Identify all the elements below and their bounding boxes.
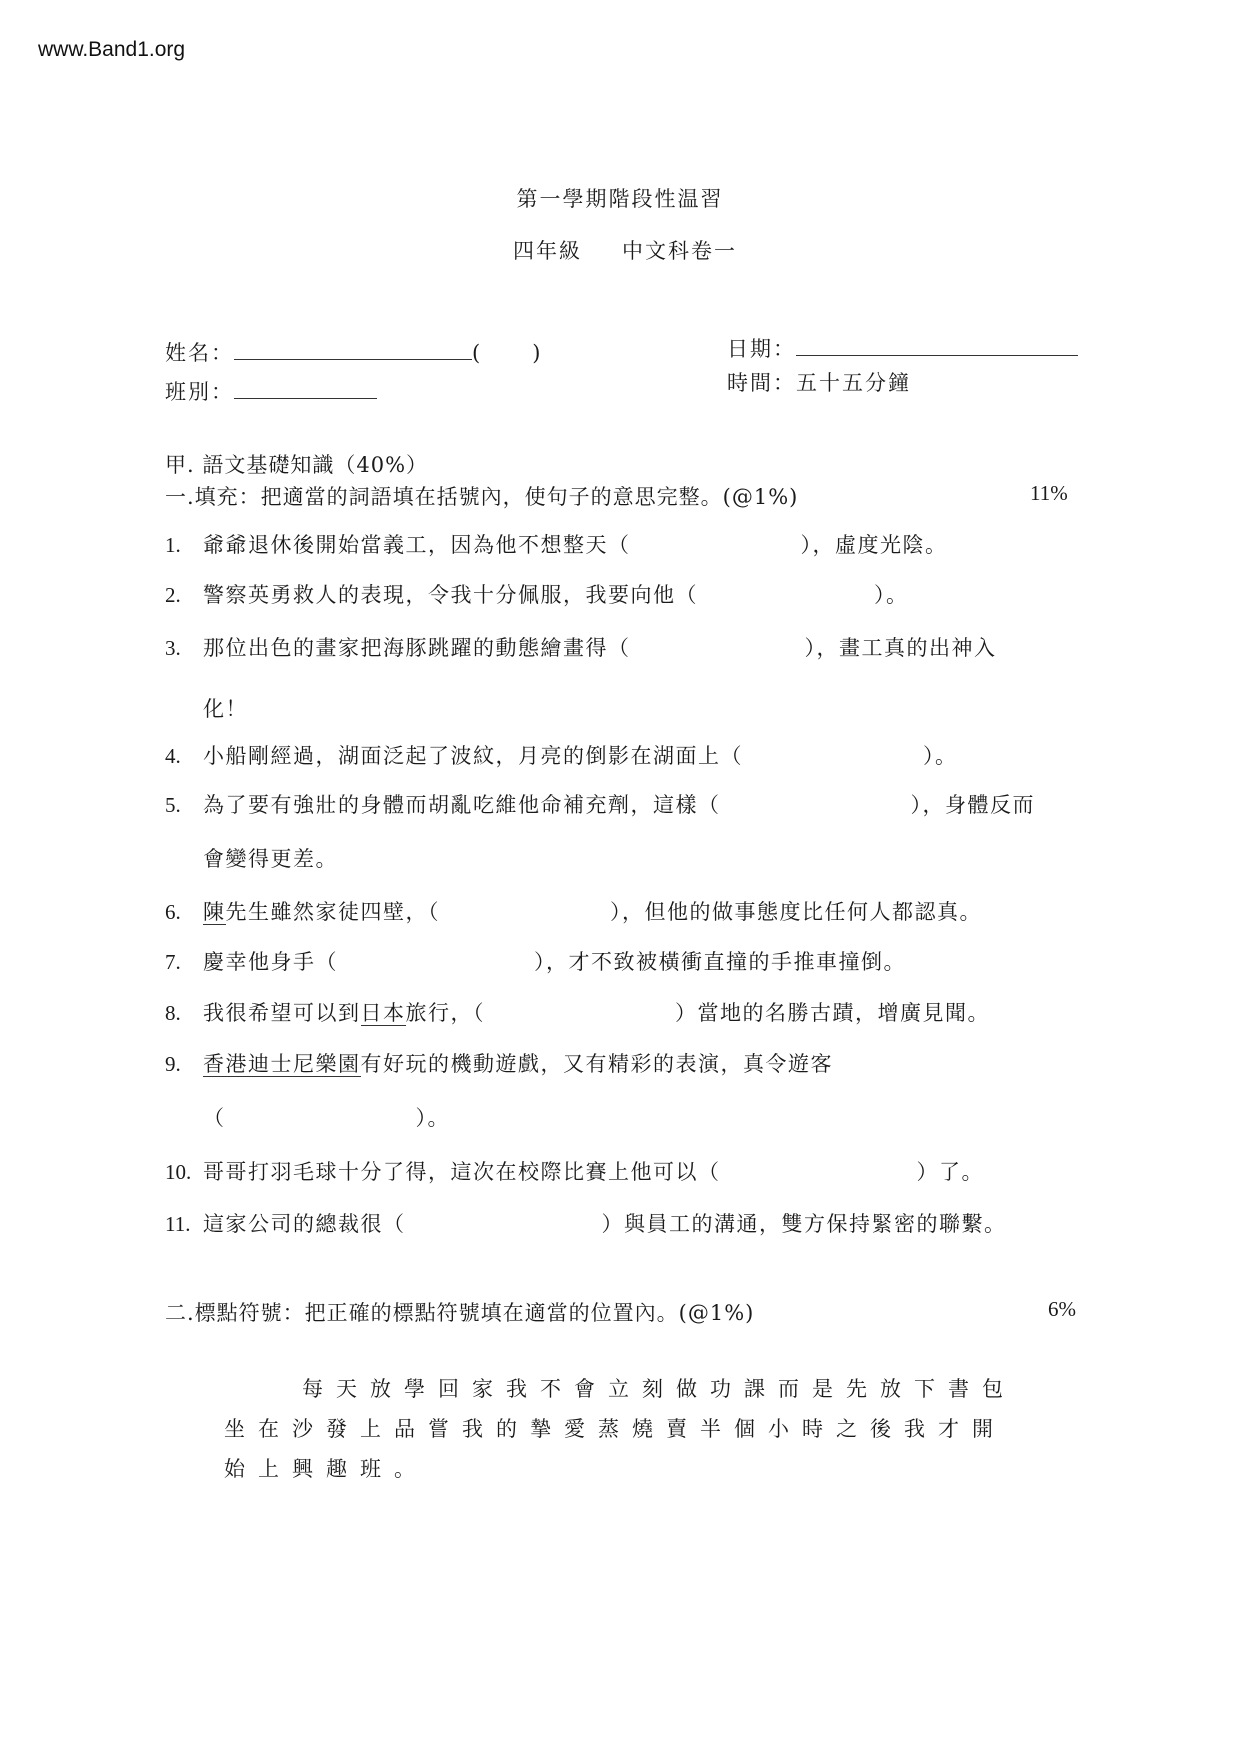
question-text: ）。 bbox=[874, 583, 909, 607]
question-10 bbox=[165, 1156, 984, 1186]
part1-score: 11% bbox=[1030, 481, 1068, 505]
question-text: ），虛度光陰。 bbox=[800, 533, 948, 557]
question-11 bbox=[165, 1208, 1007, 1238]
section-a-heading: 甲. 語文基礎知識（40%） bbox=[165, 453, 429, 477]
class-label: 班別： bbox=[165, 380, 234, 404]
question-text: 警察英勇救人的表現，令我十分佩服，我要向他（ bbox=[203, 583, 698, 607]
grade-label: 四年級 bbox=[513, 239, 582, 263]
question-number: 1. bbox=[165, 533, 181, 557]
question-text: ），才不致被橫衝直撞的手推車撞倒。 bbox=[534, 950, 906, 974]
question-6 bbox=[165, 896, 982, 926]
seat-paren-close: ) bbox=[532, 341, 543, 365]
question-text: 旅行，（ bbox=[405, 1001, 485, 1025]
question-9-cont bbox=[203, 1102, 450, 1132]
question-number: 6. bbox=[165, 900, 181, 924]
question-number: 4. bbox=[165, 744, 181, 768]
date-blank[interactable] bbox=[796, 349, 1078, 356]
question-text: ）與員工的溝通，雙方保持緊密的聯繫。 bbox=[601, 1212, 1007, 1236]
subject-label: 中文科卷一 bbox=[622, 239, 737, 263]
question-text: 有好玩的機動遊戲，又有精彩的表演，真令遊客 bbox=[360, 1052, 833, 1076]
question-number: 2. bbox=[165, 583, 181, 607]
site-watermark[interactable]: www.Band1.org bbox=[38, 38, 186, 61]
passage-line-1: 每天放學回家我不會立刻做功課而是先放下書包 bbox=[302, 1377, 1016, 1401]
name-blank[interactable] bbox=[234, 353, 472, 360]
question-7 bbox=[165, 946, 906, 976]
passage-line-3: 始上興趣班。 bbox=[224, 1457, 428, 1481]
exam-subtitle bbox=[0, 235, 1240, 265]
passage-line-2: 坐在沙發上品嘗我的摯愛蒸燒賣半個小時之後我才開 bbox=[224, 1417, 1006, 1441]
question-number: 5. bbox=[165, 793, 181, 817]
question-text: ）。 bbox=[415, 1106, 450, 1130]
seat-paren-open: ( bbox=[472, 341, 483, 365]
question-text: （ bbox=[203, 1106, 226, 1130]
question-text: 這家公司的總裁很（ bbox=[203, 1212, 406, 1236]
question-text: 小船剛經過，湖面泛起了波紋，月亮的倒影在湖面上（ bbox=[203, 744, 743, 768]
date-label: 日期： bbox=[727, 337, 796, 361]
question-text: ）當地的名勝古蹟，增廣見聞。 bbox=[675, 1001, 990, 1025]
question-number: 11. bbox=[165, 1212, 191, 1236]
name-field[interactable] bbox=[165, 337, 542, 367]
question-3 bbox=[165, 632, 997, 662]
time-label: 時間： bbox=[727, 371, 796, 395]
question-text: 先生雖然家徒四壁，（ bbox=[225, 900, 440, 924]
question-text: 那位出色的畫家把海豚跳躍的動態繪畫得（ bbox=[203, 636, 631, 660]
proper-noun: 陳 bbox=[203, 900, 226, 924]
exam-title: 第一學期階段性温習 bbox=[516, 187, 724, 211]
question-text: 我很希望可以到 bbox=[203, 1001, 361, 1025]
question-9 bbox=[165, 1048, 833, 1078]
question-text: 為了要有強壯的身體而胡亂吃維他命補充劑，這樣（ bbox=[203, 793, 721, 817]
time-value: 五十五分鐘 bbox=[796, 371, 911, 395]
question-2 bbox=[165, 579, 909, 609]
time-field bbox=[727, 367, 911, 397]
question-5 bbox=[165, 789, 1035, 819]
question-number: 9. bbox=[165, 1052, 181, 1076]
part2-title: 二.標點符號：把正確的標點符號填在適當的位置內。(@1%) bbox=[165, 1301, 755, 1325]
proper-noun: 日本 bbox=[360, 1001, 406, 1025]
question-3-cont: 化！ bbox=[203, 697, 248, 721]
question-text: ），身體反而 bbox=[910, 793, 1035, 817]
question-1 bbox=[165, 529, 948, 559]
question-number: 7. bbox=[165, 950, 181, 974]
question-number: 8. bbox=[165, 1001, 181, 1025]
part2-score: 6% bbox=[1048, 1297, 1076, 1321]
question-number: 3. bbox=[165, 636, 181, 660]
question-8 bbox=[165, 997, 990, 1027]
question-text: ），畫工真的出神入 bbox=[804, 636, 997, 660]
question-number: 10. bbox=[165, 1160, 192, 1184]
question-text: 慶幸他身手（ bbox=[203, 950, 338, 974]
proper-noun: 香港迪士尼樂園 bbox=[203, 1052, 361, 1076]
name-label: 姓名： bbox=[165, 341, 234, 365]
question-text: ）。 bbox=[923, 744, 958, 768]
question-4 bbox=[165, 740, 958, 770]
question-text: ）了。 bbox=[916, 1160, 984, 1184]
question-text: 爺爺退休後開始當義工，因為他不想整天（ bbox=[203, 533, 631, 557]
class-blank[interactable] bbox=[234, 392, 377, 399]
question-5-cont: 會變得更差。 bbox=[203, 847, 338, 871]
question-text: 哥哥打羽毛球十分了得，這次在校際比賽上他可以（ bbox=[203, 1160, 721, 1184]
part1-title: 一.填充：把適當的詞語填在括號內，使句子的意思完整。(@1%) bbox=[165, 485, 799, 509]
question-text: ），但他的做事態度比任何人都認真。 bbox=[610, 900, 982, 924]
date-field[interactable] bbox=[727, 333, 1078, 363]
class-field[interactable] bbox=[165, 376, 377, 406]
